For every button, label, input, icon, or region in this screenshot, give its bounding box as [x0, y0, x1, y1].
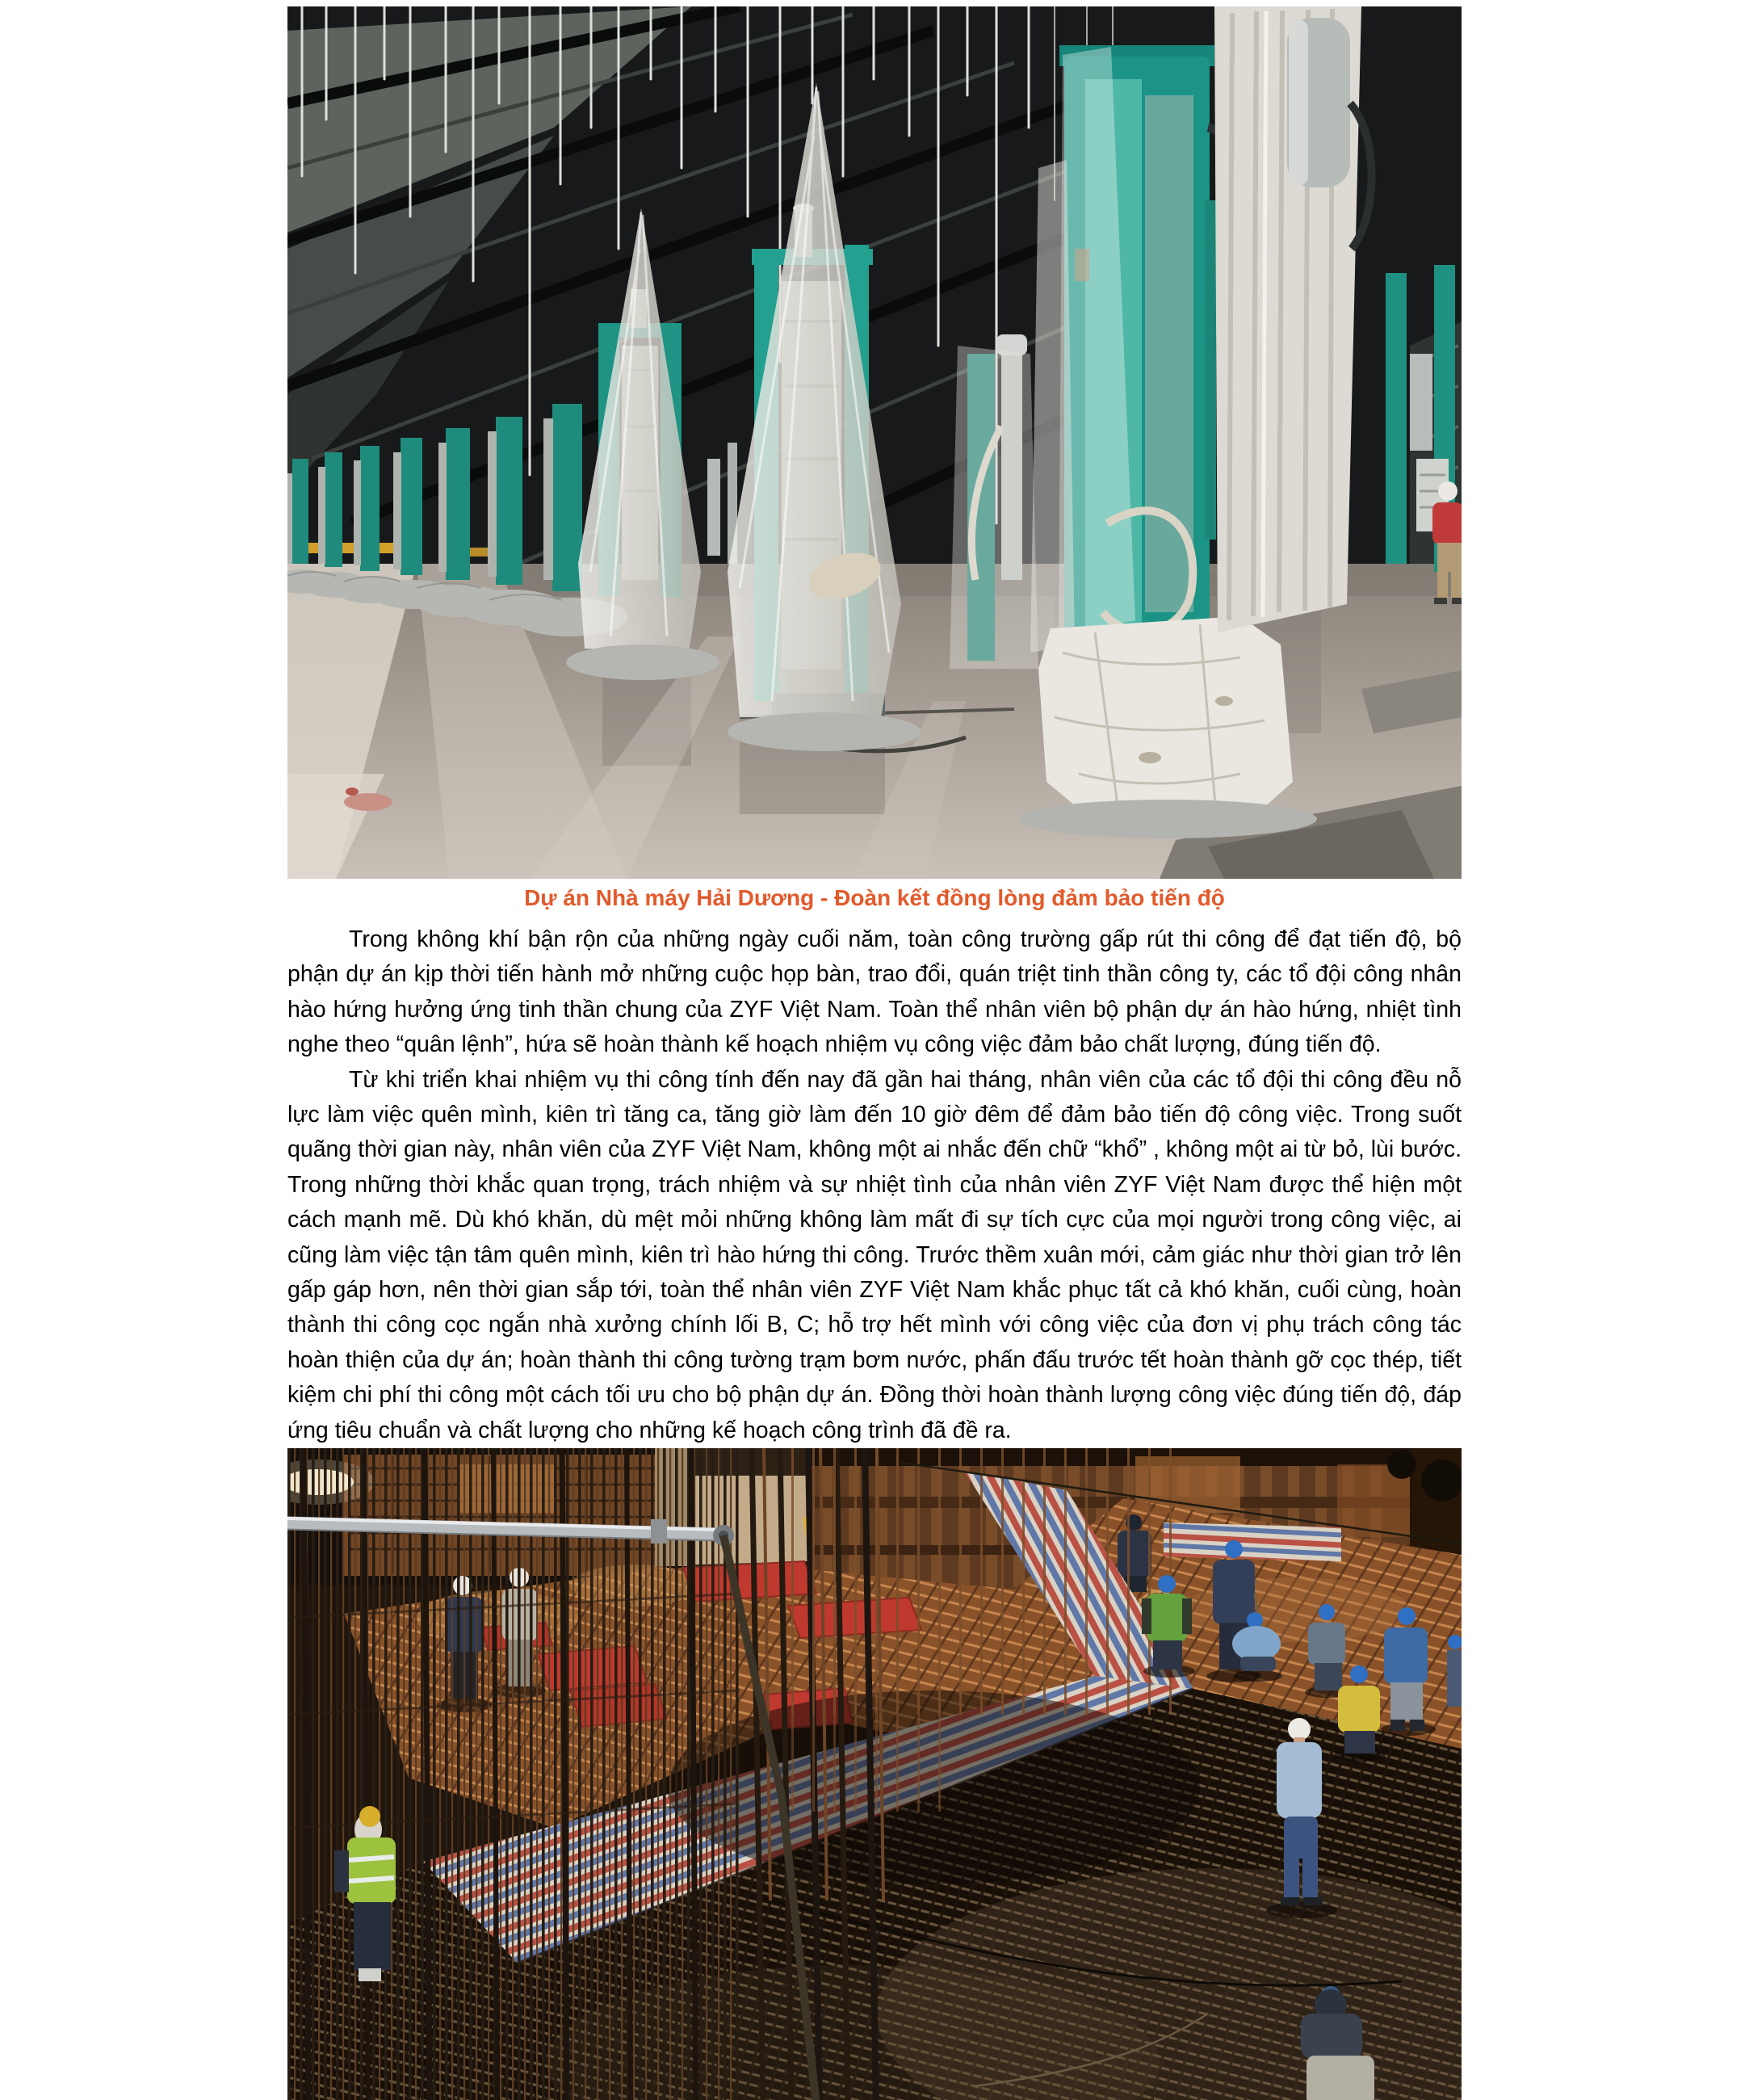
paragraph-1: Trong không khí bận rộn của những ngày cuối năm, toàn công trường gấp rút thi công để đạt tiến độ, bộ phận dự án kịp thời tiến hành mở những cuộc họp bàn, trao đổi, quán triệt tinh thần công ty, các tổ đội công nhân hào hứng hưởng ứng tinh thần chung của ZYF Việt Nam. Toàn thể nhân viên bộ phận dự án hào hứng, nhiệt tình nghe theo “quân lệnh”, hứa sẽ hoàn thành kế hoạch nhiệm vụ công việc đảm bảo chất lượng, đúng tiến độ. — [287, 926, 1462, 1058]
construction-photo — [287, 1448, 1462, 2100]
article-body — [287, 922, 1462, 1448]
content-column — [287, 0, 1462, 2100]
paragraph-2: Từ khi triển khai nhiệm vụ thi công tính đến nay đã gần hai tháng, nhân viên của các tổ đội thi công đều nỗ lực làm việc quên mình, kiên trì tăng ca, tăng giờ làm đến 10 giờ đêm để đảm bảo tiến độ công việc. Trong suốt quãng thời gian này, nhân viên của ZYF Việt Nam, không một ai nhắc đến chữ “khổ” , không một ai từ bỏ, lùi bước. Trong những thời khắc quan trọng, trách nhiệm và sự nhiệt tình của nhân viên ZYF Việt Nam được thể hiện một cách mạnh mẽ. Dù khó khăn, dù mệt mỏi những không làm mất đi sự tích cực của mọi người trong công việc, ai cũng làm việc tận tâm quên mình, kiên trì hào hứng thi công. Trước thềm xuân mới, cảm giác như thời gian trở lên gấp gáp hơn, nên thời gian sắp tới, toàn thể nhân viên ZYF Việt Nam khắc phục tất cả khó khăn, cuối cùng, hoàn thành thi công cọc ngắn nhà xưởng chính lối B, C; hỗ trợ hết mình với công việc của đơn vị phụ trách công tác hoàn thiện của dự án; hoàn thành thi công tường trạm bơm nước, phấn đấu trước tết hoàn thành gỡ cọc thép, tiết kiệm chi phí thi công một cách tối ưu cho bộ phận dự án. Đồng thời hoàn thành lượng công việc đúng tiến độ, đáp ứng tiêu chuẩn và chất lượng cho những kế hoạch công trình đã đề ra. — [287, 1066, 1462, 1443]
wrapped-column — [1205, 6, 1372, 632]
worker-right-edge — [1447, 1635, 1462, 1707]
factory-photo — [287, 6, 1462, 879]
photo-caption: Dự án Nhà máy Hải Dương - Đoàn kết đồng lòng đảm bảo tiến độ — [524, 885, 1225, 910]
machine-b — [950, 334, 1038, 669]
rebar-curtain-left — [287, 1448, 740, 2100]
